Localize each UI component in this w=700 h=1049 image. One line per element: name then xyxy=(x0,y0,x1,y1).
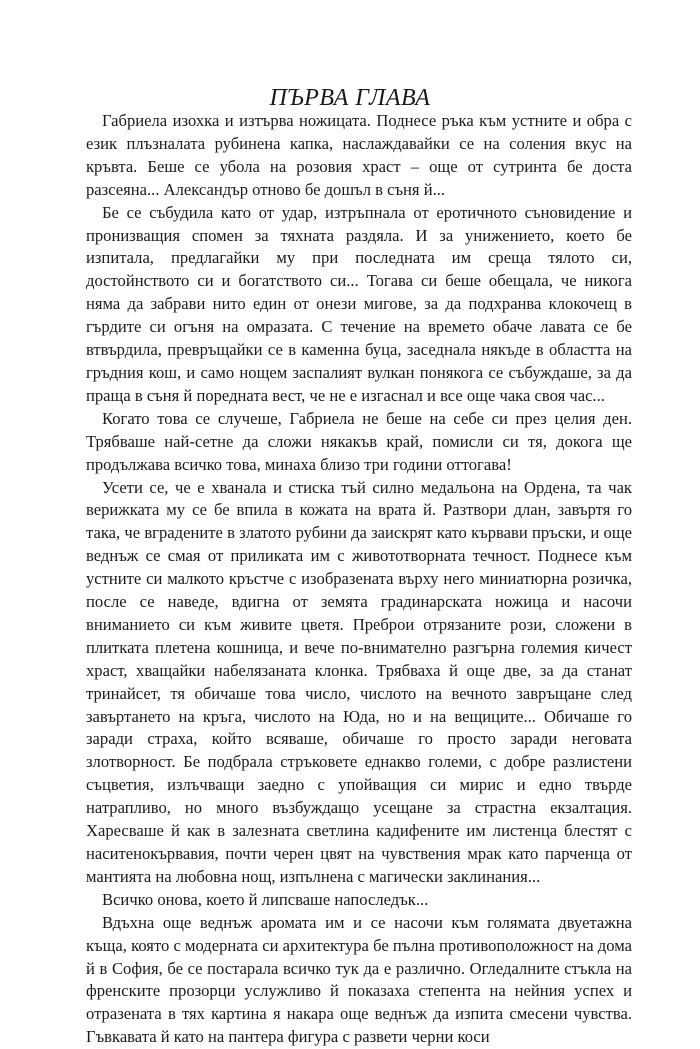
paragraph: Когато това се случеше, Габриела не беше на себе си през целия ден. Трябваше най-сетне да сложи някакъв край, помисли си тя, докога ще продължава всичко това, минаха близо три години оттогава! xyxy=(86,408,632,474)
paragraph: Вдъхна още веднъж аромата им и се насочи към голямата двуетажна къща, която с модерната си архитектура бе пълна противоположност на дома й в София, бе се постарала всичко тук да е различно. Огледалните стъкла на френските прозорци услужливо й показаха степента на нейния успех и отразената в тях картина я накара още веднъж да изпита смесени чувства. Гъвкавата й като на пантера фигура с развети черни коси xyxy=(86,912,632,1047)
chapter-title: ПЪРВА ГЛАВА xyxy=(269,85,431,111)
paragraph: Усети се, че е хванала и стиска тъй силно медальона на Ордена, та чак верижката му се бе впила в кожата на врата й. Разтвори длан, завъртя го така, че вградените в златото рубини да заискрят като кървави пръски, и още веднъж се смая от приликата им с живототворната течност. Поднесе към устните си малкото кръстче с изобразената върху него миниатюрна розичка, после се наведе, вдигна от земята градинарската ножица и насочи вниманието си към живите цветя. Преброи отрязаните рози, сложени в плитката плетена кошница, и вече по-внимателно разгърна големия кичест храст, хващайки набелязаната клонка. Трябваха й още две, за да станат тринайсет, тя обичаше това число, числото на вечното завръщане след завъртането на кръга, числото на Юда, но и на вещиците... Обичаше го заради страха, който всяваше, обичаше го просто заради неговата злотворност. Бе подбрала стръковете еднакво големи, с добре разлистени съцветия, излъчващи заедно с упойващия си мирис и едно твърде натрапливо, но много възбуждащо усещане за страстна екзалтация. Харесваше й как в залезната светлина кадифените им листенца блестят с наситенокървавия, почти черен цвят на чувствения мрак като парченца от мантията на любовна нощ, изпълнена с магически заклинания... xyxy=(86,477,632,886)
paragraph: Всичко онова, което й липсваше напоследък... xyxy=(102,889,429,909)
paragraph: Бе се събудила като от удар, изтръпнала от еротичното съновидение и пронизващия спомен за тяхната раздяла. И за унижението, което бе изпитала, предлагайки му при последната им среща тялото си, достойнството си и богатството си... Тогава си беше обещала, че никога няма да забрави нито един от онези мигове, за да подхранва клокочещ в гърдите си огъня на омразата. С течение на времето обаче лавата се бе втвърдила, превръщайки се в каменна буца, заседнала някъде в областта на гръдния кош, и само нощем заспалият вулкан понякога се събуждаше, за да праща в съня й поредната вест, че не е изгаснал и все още чака своя час... xyxy=(86,202,632,405)
chapter-body xyxy=(86,110,632,1049)
paragraph: Габриела изохка и изтърва ножицата. Поднесе ръка към устните и обра с език плъзналата рубинена капка, наслаждавайки се на соления вкус на кръвта. Беше се убола на розовия храст – още от сутринта бе доста разсеяна... Александър отново бе дошъл в съня й... xyxy=(86,111,632,199)
